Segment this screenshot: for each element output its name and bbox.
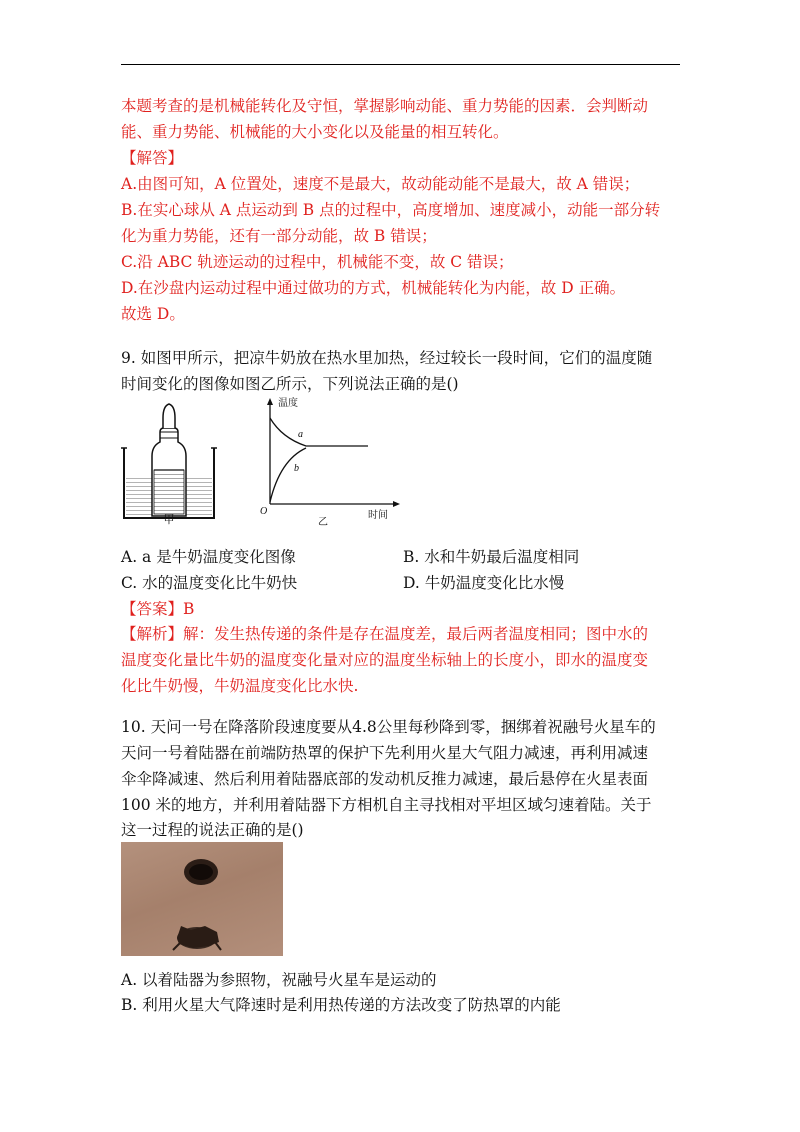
- q10-lander-photo: [121, 842, 283, 956]
- q10-stem-line-5: 这一过程的说法正确的是(): [121, 821, 304, 839]
- analysis-intro-line-1: 本题考查的是机械能转化及守恒，掌握影响动能、重力势能的因素．会判断动: [121, 97, 649, 115]
- q10-stem-line-4: 100 米的地方，并利用着陆器下方相机自主寻找相对平坦区域匀速着陆。关于: [121, 796, 652, 814]
- q9-figure-graph: [256, 396, 406, 528]
- q9-graph-y-label: 温度: [278, 398, 298, 409]
- q9-option-c: C. 水的温度变化比牛奶快: [121, 574, 298, 592]
- q9-graph-curve-a-label: a: [298, 429, 303, 440]
- analysis-line-b1: B.在实心球从 A 点运动到 B 点的过程中，高度增加、速度减小，动能一部分转: [121, 201, 661, 219]
- q10-option-a: A. 以着陆器为参照物，祝融号火星车是运动的: [121, 971, 437, 989]
- q9-explain-line-1: 【解析】解：发生热传递的条件是存在温度差，最后两者温度相同；图中水的: [121, 625, 649, 643]
- q10-option-b: B. 利用火星大气降速时是利用热传递的方法改变了防热罩的内能: [121, 996, 561, 1014]
- q9-option-b: B. 水和牛奶最后温度相同: [403, 548, 580, 566]
- q9-answer: 【答案】B: [121, 600, 195, 618]
- q9-figure-bottle: [118, 398, 223, 526]
- header-rule: [121, 64, 680, 65]
- q9-stem-line-1: 9. 如图甲所示，把凉牛奶放在热水里加热，经过较长一段时间，它们的温度随: [121, 349, 653, 367]
- q10-stem-line-3: 伞伞降减速、然后利用着陆器底部的发动机反推力减速，最后悬停在火星表面: [121, 770, 649, 788]
- analysis-intro-line-2: 能、重力势能、机械能的大小变化以及能量的相互转化。: [121, 123, 509, 141]
- q9-graph-caption: 乙: [318, 517, 328, 528]
- q9-graph-x-label: 时间: [368, 510, 388, 521]
- q9-graph-origin-label: O: [260, 506, 268, 517]
- analysis-answer-tag: 【解答】: [121, 149, 184, 167]
- q9-explain-line-2: 温度变化量比牛奶的温度变化量对应的温度坐标轴上的长度小，即水的温度变: [121, 651, 649, 669]
- analysis-line-d: D.在沙盘内运动过程中通过做功的方式，机械能转化为内能，故 D 正确。: [121, 279, 626, 297]
- q9-option-a: A. a 是牛奶温度变化图像: [121, 548, 296, 566]
- q9-fig-left-caption: 甲: [163, 513, 175, 526]
- analysis-line-a: A.由图可知，A 位置处，速度不是最大，故动能动能不是最大，故 A 错误；: [121, 175, 640, 193]
- analysis-line-b2: 化为重力势能，还有一部分动能，故 B 错误；: [121, 227, 437, 245]
- q10-stem-line-1: 10. 天问一号在降落阶段速度要从4.8公里每秒降到零，捆绑着祝融号火星车的: [121, 718, 656, 736]
- q9-graph-curve-b-label: b: [294, 463, 299, 474]
- q9-option-d: D. 牛奶温度变化比水慢: [403, 574, 565, 592]
- q9-explain-line-3: 化比牛奶慢，牛奶温度变化比水快.: [121, 677, 359, 695]
- q9-stem-line-2: 时间变化的图像如图乙所示，下列说法正确的是(): [121, 375, 459, 393]
- q10-stem-line-2: 天问一号着陆器在前端防热罩的保护下先利用火星大气阻力减速，再利用减速: [121, 744, 649, 762]
- curve-b: [270, 448, 306, 502]
- curve-a: [270, 418, 368, 446]
- analysis-conclusion: 故选 D。: [121, 305, 185, 323]
- analysis-line-c: C.沿 ABC 轨迹运动的过程中，机械能不变，故 C 错误；: [121, 253, 514, 271]
